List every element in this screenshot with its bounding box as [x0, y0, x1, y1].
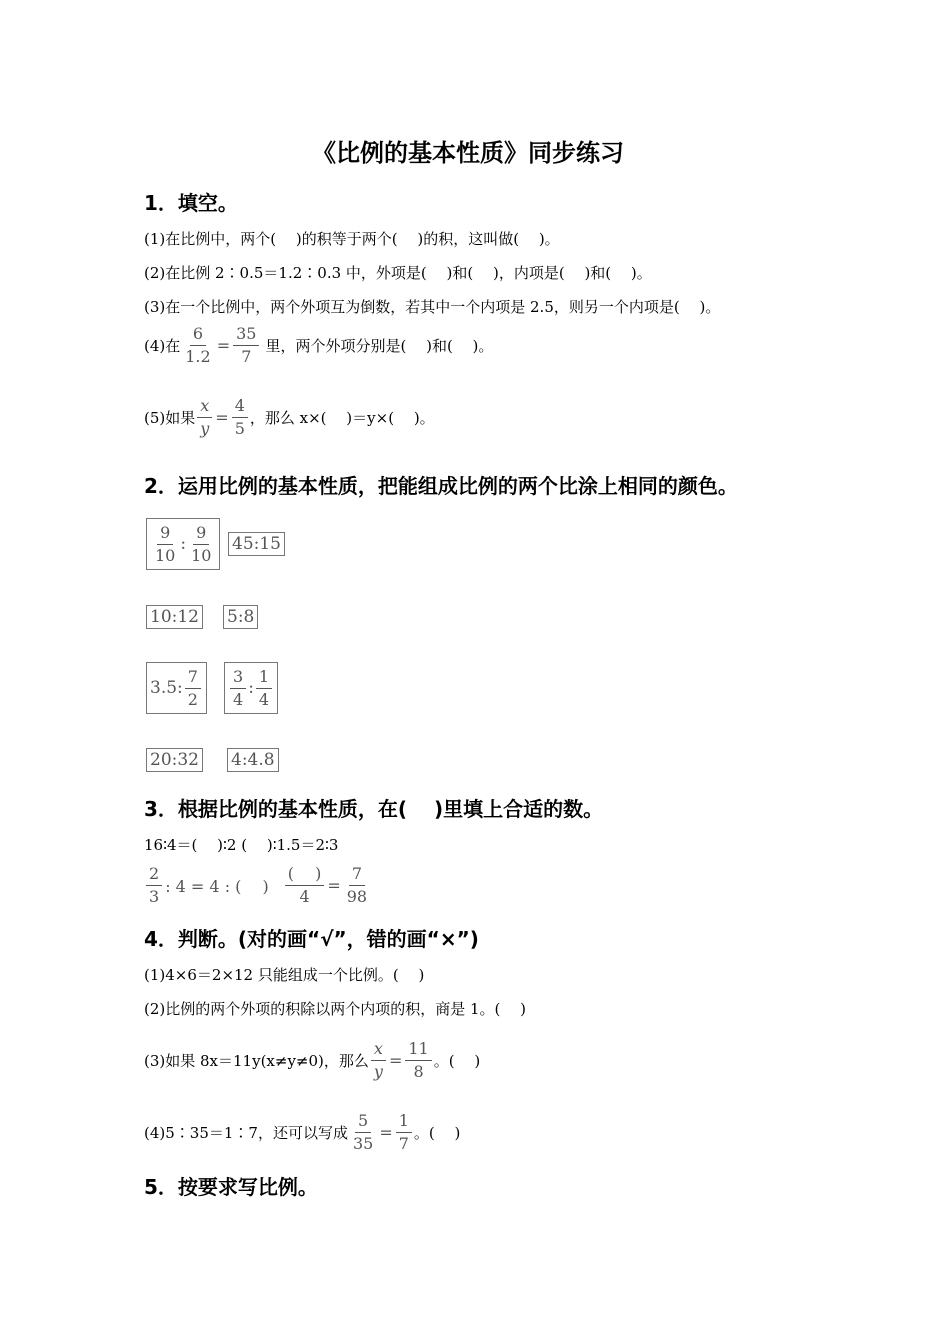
equals-sign: =	[379, 1123, 393, 1142]
q1-5	[144, 398, 435, 437]
fraction: $\frac{( )}{4}$	[285, 866, 325, 905]
ratio-box-4[interactable]: 5:8	[223, 605, 258, 629]
fraction: $\frac{x}{y}$	[371, 1041, 386, 1080]
section-1-heading: 1．填空。	[144, 191, 238, 215]
fraction: $\frac{35}{7}$	[233, 326, 259, 365]
fraction: $\frac{5}{35}$	[352, 1111, 374, 1153]
fraction: $\frac{2}{3}$	[146, 866, 162, 905]
q1-4-prefix: (4)在	[144, 337, 181, 355]
q4-3: (3)如果 8x＝11y(x≠y≠0)，那么 $\frac{x}{y}$ = $\frac{11}{8}$ 。( )	[144, 1039, 481, 1081]
fraction: $\frac{x}{y}$	[197, 398, 212, 437]
proportion-middle: : 4 = 4 : ( )	[165, 877, 269, 896]
equals-sign: =	[216, 336, 231, 355]
section-4-heading: 4．判断。(对的画“√”，错的画“×”)	[144, 927, 479, 951]
q1-5-prefix: (5)如果	[144, 409, 196, 427]
q4-1: (1)4×6＝2×12 只能组成一个比例。( )	[144, 966, 425, 984]
q1-4-suffix: 里，两个外项分别是( )和( )。	[265, 337, 494, 355]
q3-line-2	[144, 866, 372, 905]
fraction: $\frac{7}{98}$	[346, 864, 368, 906]
ratio-box-2[interactable]: 45:15	[228, 532, 285, 556]
fraction: $\frac{4}{5}$	[232, 398, 248, 437]
ratio-box-6[interactable]: $\frac{3}{4}$ : $\frac{1}{4}$	[224, 662, 278, 714]
section-5-heading: 5．按要求写比例。	[144, 1175, 318, 1199]
ratio-box-5[interactable]: 3.5: $\frac{7}{2}$	[146, 662, 207, 714]
q1-5-suffix: ，那么 x×( )＝y×( )。	[249, 409, 435, 427]
fraction: $\frac{1}{7}$	[396, 1113, 412, 1152]
q4-2: (2)比例的两个外项的积除以两个内项的积，商是 1。( )	[144, 1000, 527, 1018]
ratio-box-8[interactable]: 4:4.8	[227, 748, 279, 772]
fraction: $\frac{6}{1.2}$	[185, 324, 211, 366]
q1-2: (2)在比例 2∶0.5＝1.2∶0.3 中，外项是( )和( )，内项是( )和( )。	[144, 264, 652, 282]
section-3-heading: 3．根据比例的基本性质，在( )里填上合适的数。	[144, 797, 604, 821]
ratio-box-7[interactable]: 20:32	[146, 748, 203, 772]
q1-1: (1)在比例中，两个( )的积等于两个( )的积，这叫做( )。	[144, 230, 560, 248]
fraction: $\frac{11}{8}$	[405, 1041, 431, 1080]
equals-sign: =	[327, 876, 341, 895]
page-title: 《比例的基本性质》同步练习	[312, 139, 624, 167]
ratio-box-1[interactable]: $\frac{9}{10}$ : $\frac{9}{10}$	[146, 518, 220, 570]
ratio-box-3[interactable]: 10:12	[146, 605, 203, 629]
q3-line-1: 16∶4＝( )∶2 ( )∶1.5＝2∶3	[144, 836, 339, 854]
equals-sign: =	[388, 1051, 403, 1070]
q1-3: (3)在一个比例中，两个外项互为倒数，若其中一个内项是 2.5，则另一个内项是( )。	[144, 298, 721, 316]
q1-4	[144, 326, 493, 365]
q4-4: (4)5∶35＝1∶7，还可以写成 $\frac{5}{35}$ = $\frac{1}{7}$ 。( )	[144, 1111, 461, 1153]
section-2-heading: 2．运用比例的基本性质，把能组成比例的两个比涂上相同的颜色。	[144, 474, 738, 498]
equals-sign: =	[215, 408, 229, 427]
